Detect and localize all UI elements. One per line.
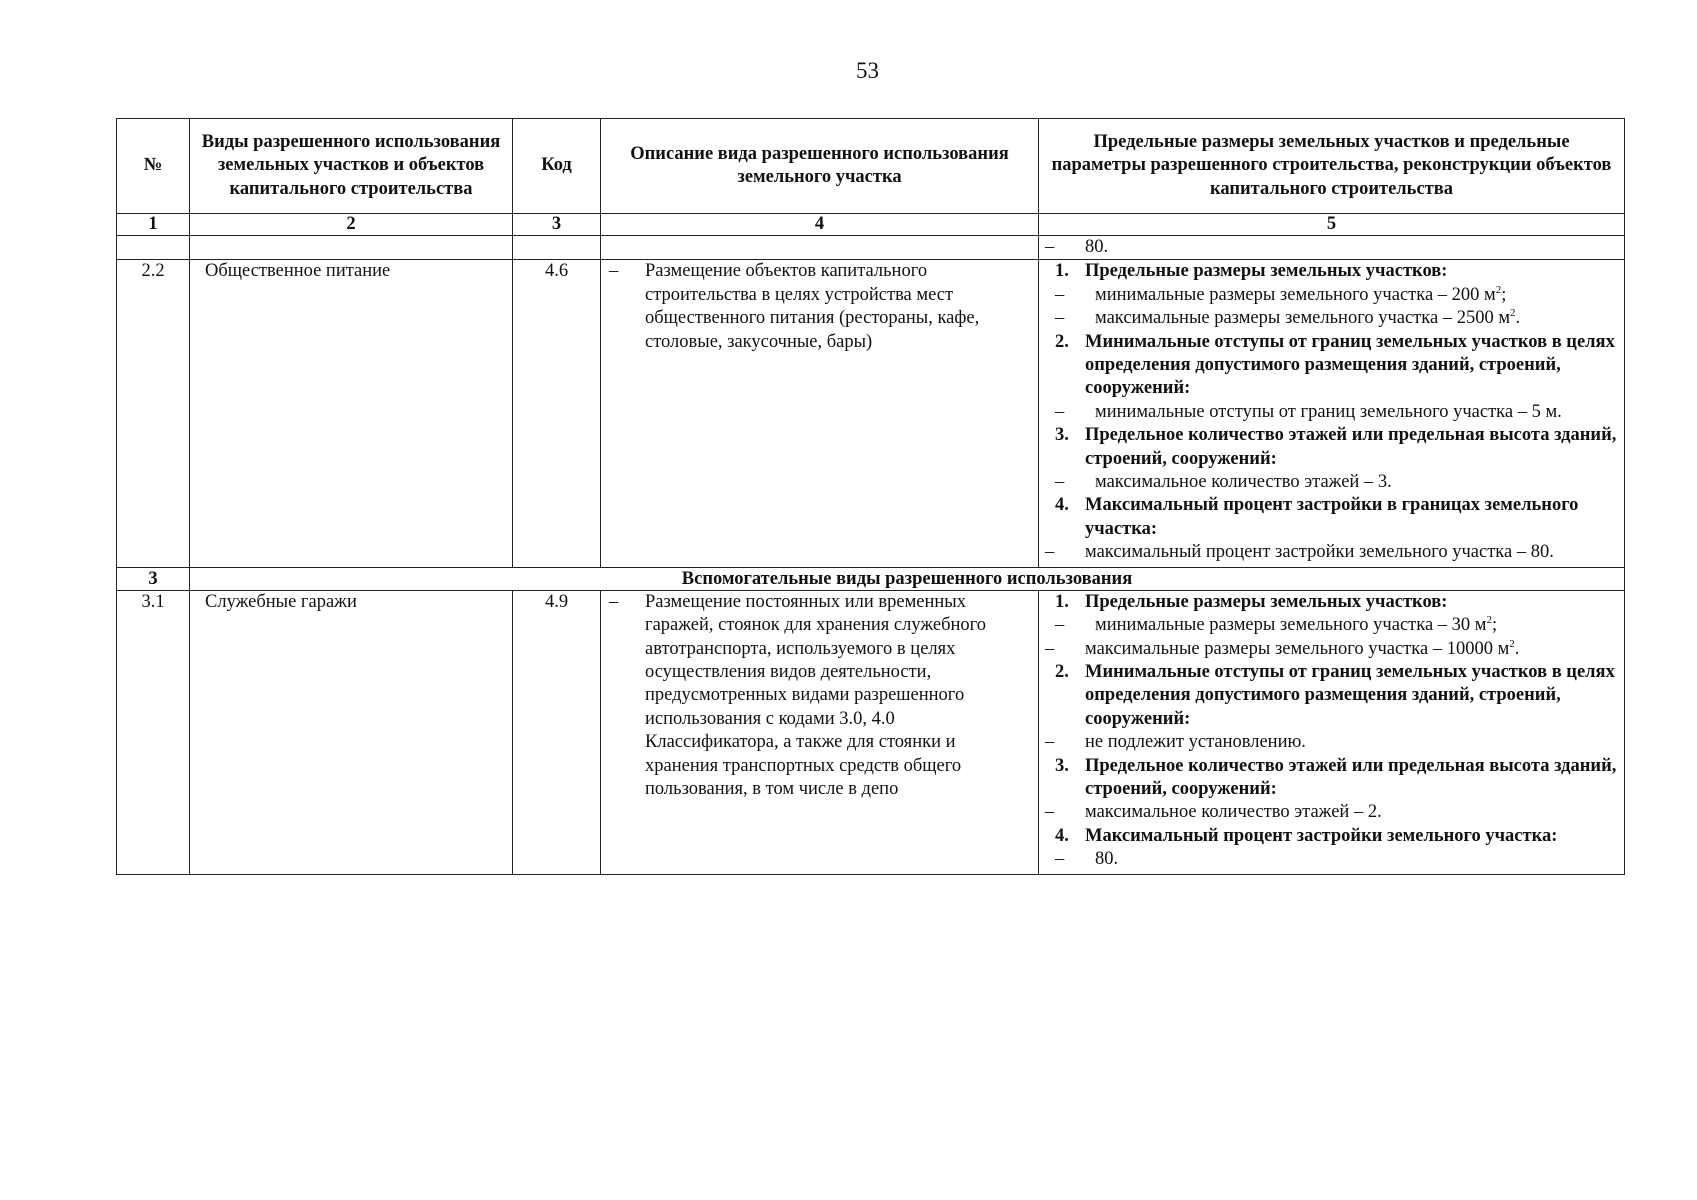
list-item: – максимальный процент застройки земельного участка – 80. — [1045, 542, 1554, 563]
column-number: 3 — [513, 214, 601, 236]
param-heading: 2. Минимальные отступы от границ земельных участков в целях определения допустимого размещения зданий, строений, сооружений: — [1055, 661, 1615, 729]
table-row-continued — [117, 236, 1625, 260]
list-item: – минимальные размеры земельного участка – 200 $м^2$; — [1055, 283, 1507, 305]
param-heading: 3. Предельное количество этажей или предельная высота зданий, строений, сооружений: — [1055, 755, 1617, 799]
param-heading: 4. Максимальный процент застройки земельного участка: — [1055, 825, 1558, 846]
list-item: – максимальные размеры земельного участка – 2500 $м^2$. — [1055, 307, 1521, 329]
header-number: № — [117, 119, 190, 214]
param-heading: 1. Предельные размеры земельных участков: — [1055, 261, 1448, 282]
land-use-table — [116, 118, 1625, 875]
section-number: 3 — [117, 567, 190, 590]
param-heading: 3. Предельное количество этажей или предельная высота зданий, строений, сооружений: — [1055, 425, 1617, 469]
use-code: 4.9 — [513, 590, 601, 874]
list-item: – 80. — [1055, 849, 1119, 870]
page-number: 53 — [856, 58, 879, 83]
header-use-types: Виды разрешенного использования земельных участков и объектов капитального строительства — [190, 119, 513, 214]
use-code: 4.6 — [513, 260, 601, 567]
section-title: Вспомогательные виды разрешенного использования — [190, 567, 1625, 590]
column-number: 5 — [1039, 214, 1625, 236]
table-header-row — [117, 119, 1625, 214]
list-item: – не подлежит установлению. — [1045, 732, 1306, 753]
row-number: 2.2 — [117, 260, 190, 567]
use-type-name: Служебные гаражи — [190, 590, 513, 874]
use-parameters — [1039, 590, 1625, 874]
list-item: – максимальное количество этажей – 3. — [1055, 472, 1392, 493]
list-item: – минимальные отступы от границ земельного участка – 5 м. — [1055, 401, 1562, 422]
use-description: – Размещение постоянных или временных гаражей, стоянок для хранения служебного автотранспорта, используемого в целях осуществления видов деятельности, предусмотренных видами разрешенного использования с кодами 3.0, 4.0 Классификатора, а также для стоянки и хранения транспортных средств общего пользования, в том числе в депо — [601, 590, 1039, 874]
use-type-name: Общественное питание — [190, 260, 513, 567]
param-heading: 4. Максимальный процент застройки в границах земельного участка: — [1055, 495, 1579, 539]
use-description: – Размещение объектов капитального строительства в целях устройства мест общественного питания (рестораны, кафе, столовые, закусочные, бары) — [601, 260, 1039, 567]
use-parameters — [1039, 260, 1625, 567]
header-code: Код — [513, 119, 601, 214]
column-number: 1 — [117, 214, 190, 236]
table-row — [117, 260, 1625, 567]
column-number: 4 — [601, 214, 1039, 236]
list-item: – 80. — [1045, 237, 1109, 257]
row-number: 3.1 — [117, 590, 190, 874]
section-row — [117, 567, 1625, 590]
list-item: – максимальное количество этажей – 2. — [1045, 802, 1382, 823]
column-number: 2 — [190, 214, 513, 236]
list-item: – максимальные размеры земельного участка – 10000 $м^2$. — [1045, 637, 1520, 659]
header-parameters: Предельные размеры земельных участков и предельные параметры разрешенного строительства, реконструкции объектов капитального строительства — [1039, 119, 1625, 214]
param-heading: 2. Минимальные отступы от границ земельных участков в целях определения допустимого размещения зданий, строений, сооружений: — [1055, 331, 1615, 399]
list-item: – минимальные размеры земельного участка – 30 $м^2$; — [1055, 613, 1498, 636]
param-heading: 1. Предельные размеры земельных участков: — [1055, 591, 1448, 612]
table-row — [117, 590, 1625, 874]
column-numbers-row — [117, 214, 1625, 236]
header-description: Описание вида разрешенного использования земельного участка — [601, 119, 1039, 214]
